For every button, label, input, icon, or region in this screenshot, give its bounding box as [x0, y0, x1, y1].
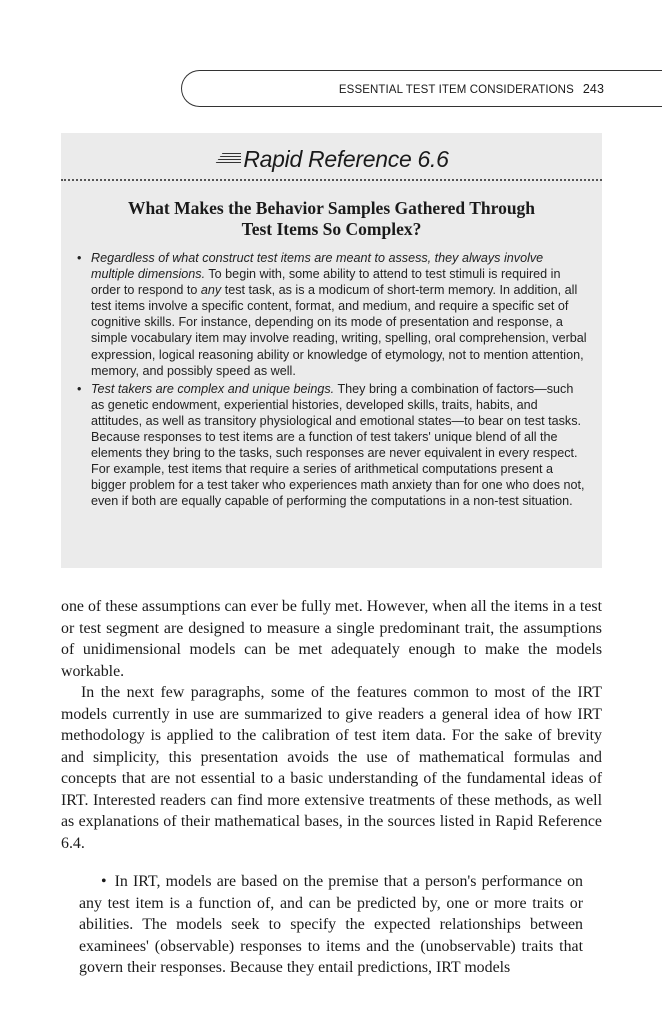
rapid-reference-list — [76, 250, 590, 512]
rapid-reference-heading: What Makes the Behavior Samples Gathered Through Test Items So Complex? — [127, 198, 536, 239]
page-number: 243 — [582, 82, 604, 96]
speed-lines-icon — [214, 153, 241, 165]
bullet-icon: • — [101, 873, 107, 890]
bullet-icon: • — [77, 381, 82, 396]
list-item: • Test takers are complex and unique beings. They bring a combination of factors—such as genetic endowment, experiential histories, developed skills, traits, habits, and attitudes, as well as transitory physiological and emotional states—to bear on test tasks. Because responses to test items are a function of test takers' unique blend of all the elements they bring to the tasks, such responses are never equivalent in every respect. For example, test items that require a series of arithmetical computations present a bigger problem for a test taker who experiences math anxiety than for one who does not, even if both are equally capable of performing the computations in a non-test situation. — [77, 381, 585, 509]
running-header — [339, 82, 604, 96]
bulleted-paragraph: • In IRT, models are based on the premise that a person's performance on any test item is a function of, and can be predicted by, one or more traits or abilities. The models seek to specify the expected relationships between examinees' (observable) responses to items and the (unobservable) traits that govern their responses. Because they entail predictions, IRT models — [79, 873, 583, 976]
list-item: • Regardless of what construct test items are meant to assess, they always involve multiple dimensions. To begin with, some ability to attend to test stimuli is required in order to respond to any test task, as is a modicum of short-term memory. In addition, all test items involve a specific content, format, and medium, and require a specific set of cognitive skills. For instance, depending on its mode of presentation and response, a simple vocabulary item may involve reading, writing, spelling, oral comprehension, verbal expression, logical reasoning ability or knowledge of etymology, not to mention attention, memory, and possibly speed as well. — [77, 251, 587, 378]
rapid-reference-box — [61, 133, 602, 568]
paragraph: one of these assumptions can ever be fully met. However, when all the items in a test or test segment are designed to measure a single predominant trait, the assumptions of unidimensional models can be met adequately enough to make the models workable. — [61, 598, 602, 680]
dotted-divider — [61, 179, 602, 181]
paragraph: In the next few paragraphs, some of the features common to most of the IRT models currently in use are summarized to give readers a general idea of how IRT methodology is applied to the calibration of test item data. For the sake of brevity and simplicity, this presentation avoids the use of mathematical formulas and concepts that are not essential to a basic understanding of the fundamental ideas of IRT. Interested readers can find more extensive treatments of these methods, as well as explanations of their mathematical bases, in the sources listed in Rapid Reference 6.4. — [61, 684, 602, 852]
running-title: ESSENTIAL TEST ITEM CONSIDERATIONS — [338, 84, 574, 96]
body-text — [61, 596, 602, 854]
bullet-icon: • — [77, 251, 82, 265]
rapid-reference-title: Rapid Reference 6.6 — [61, 146, 602, 173]
